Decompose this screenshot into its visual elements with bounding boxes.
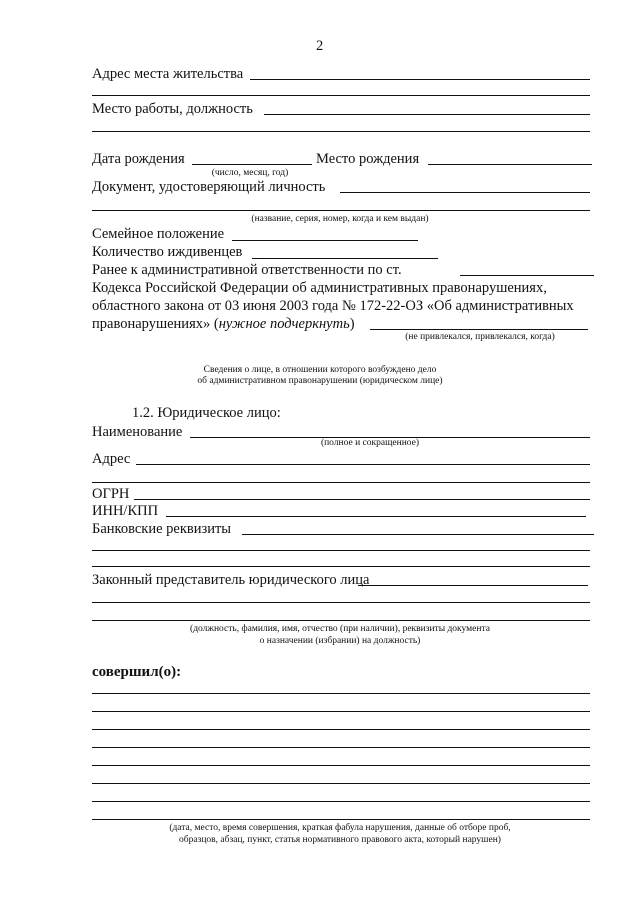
work-field-line2[interactable] bbox=[92, 131, 590, 132]
page-number: 2 bbox=[316, 38, 324, 54]
birth-date-hint: (число, месяц, год) bbox=[211, 168, 289, 178]
inn-field[interactable] bbox=[166, 516, 586, 517]
legal-heading: 1.2. Юридическое лицо: bbox=[132, 405, 281, 421]
prior-line2: Кодекса Российской Федерации об административных правонарушениях, bbox=[92, 280, 547, 296]
committed-field-line3[interactable] bbox=[92, 729, 590, 730]
legal-name-hint: (полное и сокращенное) bbox=[320, 438, 420, 448]
committed-field-line6[interactable] bbox=[92, 783, 590, 784]
ogrn-label: ОГРН bbox=[92, 486, 130, 502]
rep-field-line3[interactable] bbox=[92, 620, 590, 621]
birth-date-label: Дата рождения bbox=[92, 151, 185, 167]
committed-field-line7[interactable] bbox=[92, 801, 590, 802]
bank-label: Банковские реквизиты bbox=[92, 521, 232, 537]
prior-article-field[interactable] bbox=[460, 275, 594, 276]
committed-field-line4[interactable] bbox=[92, 747, 590, 748]
info-note-line1: Сведения о лице, в отношении которого возбуждено дело bbox=[203, 365, 437, 375]
birth-date-field[interactable] bbox=[192, 164, 312, 165]
dependents-label: Количество иждивенцев bbox=[92, 244, 243, 260]
legal-address-field[interactable] bbox=[136, 464, 590, 465]
prior-hint: (не привлекался, привлекался, когда) bbox=[405, 332, 555, 342]
committed-field-line1[interactable] bbox=[92, 693, 590, 694]
id-doc-label: Документ, удостоверяющий личность bbox=[92, 179, 326, 195]
committed-hint-line1: (дата, место, время совершения, краткая фабула нарушения, данные об отборе проб, bbox=[169, 823, 511, 833]
rep-hint-line1: (должность, фамилия, имя, отчество (при наличии), реквизиты документа bbox=[190, 624, 490, 634]
committed-field-line8[interactable] bbox=[92, 819, 590, 820]
id-doc-hint: (название, серия, номер, когда и кем выдан) bbox=[251, 214, 429, 224]
committed-field-line5[interactable] bbox=[92, 765, 590, 766]
prior-line1: Ранее к административной ответственности по ст. bbox=[92, 262, 402, 278]
bank-field-line3[interactable] bbox=[92, 566, 590, 567]
prior-line4: правонарушениях» (нужное подчеркнуть) bbox=[92, 316, 355, 332]
info-note-line2: об административном правонарушении (юридическом лице) bbox=[197, 376, 443, 386]
legal-name-label: Наименование bbox=[92, 424, 183, 440]
birth-place-field[interactable] bbox=[428, 164, 592, 165]
work-field[interactable] bbox=[264, 114, 590, 115]
id-doc-field-line2[interactable] bbox=[92, 210, 590, 211]
rep-label: Законный представитель юридического лица bbox=[92, 572, 370, 588]
committed-field-line2[interactable] bbox=[92, 711, 590, 712]
ogrn-field[interactable] bbox=[134, 499, 590, 500]
rep-field-line2[interactable] bbox=[92, 602, 590, 603]
prior-line3: областного закона от 03 июня 2003 года № 172-22-ОЗ «Об административных bbox=[92, 298, 574, 314]
bank-field[interactable] bbox=[242, 534, 594, 535]
prior-field[interactable] bbox=[370, 329, 588, 330]
id-doc-field[interactable] bbox=[340, 192, 590, 193]
family-label: Семейное положение bbox=[92, 226, 225, 242]
legal-address-field-line2[interactable] bbox=[92, 482, 590, 483]
rep-hint-line2: о назначении (избрании) на должность) bbox=[259, 636, 421, 646]
birth-place-label: Место рождения bbox=[316, 151, 420, 167]
committed-heading: совершил(о): bbox=[92, 664, 182, 680]
family-field[interactable] bbox=[232, 240, 418, 241]
address-label: Адрес места жительства bbox=[92, 66, 244, 82]
legal-address-label: Адрес bbox=[92, 451, 131, 467]
address-field[interactable] bbox=[250, 79, 590, 80]
rep-field[interactable] bbox=[358, 585, 588, 586]
bank-field-line2[interactable] bbox=[92, 550, 590, 551]
dependents-field[interactable] bbox=[252, 258, 438, 259]
address-field-line2[interactable] bbox=[92, 95, 590, 96]
committed-hint-line2: образцов, абзац, пункт, статья нормативного правового акта, который нарушен) bbox=[179, 835, 501, 845]
inn-label: ИНН/КПП bbox=[92, 503, 159, 519]
work-label: Место работы, должность bbox=[92, 101, 253, 117]
